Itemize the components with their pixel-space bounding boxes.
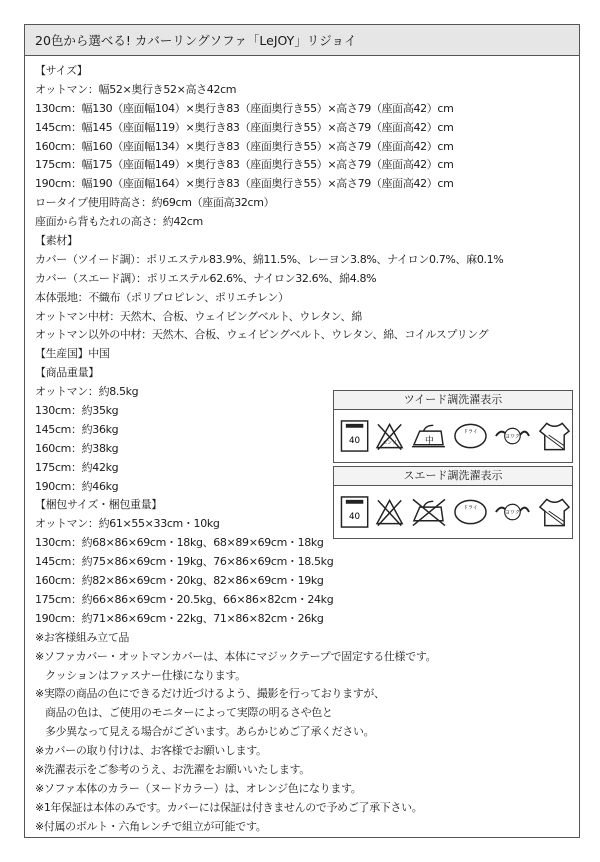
size-175: 175cm：幅175（座面幅149）×奥行き83（座面奥行き55）×高さ79（座面高42）cm — [35, 158, 454, 172]
weight-145: 145cm：約36kg — [35, 422, 119, 436]
note-color-1: ※実際の商品の色にできるだけ近づけるよう、撮影を行っておりますが、 — [35, 687, 385, 701]
size-145: 145cm：幅145（座面幅119）×奥行き83（座面奥行き55）×高さ79（座面高42）cm — [35, 120, 454, 134]
wash-tub-icon — [340, 419, 369, 453]
note-warranty: ※1年保証は本体のみです。カバーには保証は付きませんので予めご了承下さい。 — [35, 800, 423, 814]
material-suede: カバー（スエード調）：ポリエステル62.6%、ナイロン32.6%、綿4.8% — [35, 271, 377, 285]
package-145: 145cm：約75×86×69cm・19kg、76×86×69cm・18.5kg — [35, 555, 334, 569]
package-190: 190cm：約71×86×69cm・22kg、71×86×82cm・26kg — [35, 611, 324, 625]
tweed-care-label — [333, 390, 573, 463]
suede-care-label — [333, 466, 573, 539]
wash-temp-label: 40 — [349, 435, 361, 446]
package-130: 130cm：約68×86×69cm・18kg、68×89×69cm・18kg — [35, 536, 324, 550]
material-upholstery: 本体張地：不織布（ポリプロピレン、ポリエチレン） — [35, 290, 289, 304]
gentle-wring-icon — [494, 495, 531, 529]
dry-clean-label: ドライ — [463, 429, 478, 436]
package-175: 175cm：約66×86×69cm・20.5kg、66×86×82cm・24kg — [35, 592, 334, 606]
note-cushion-zipper: クッションはファスナー仕様になります。 — [45, 668, 246, 682]
note-nude-color: ※ソファ本体のカラー（ヌードカラー）は、オレンジ色になります。 — [35, 781, 362, 795]
spec-frame — [24, 24, 580, 838]
section-origin: 【生産国】中国 — [35, 347, 110, 361]
note-assembly: ※お客様組み立て品 — [35, 630, 130, 644]
suede-care-title: スエード調洗濯表示 — [334, 467, 572, 486]
wash-temp-label: 40 — [349, 511, 361, 522]
note-cover-fixing: ※ソファカバー・オットマンカバーは、本体にマジックテープで固定する仕様です。 — [35, 649, 437, 663]
section-package-heading: 【梱包サイズ・梱包重量】 — [35, 498, 162, 512]
note-color-2: 商品の色は、ご使用のモニターによって実際の明るさや色と — [45, 706, 333, 720]
tweed-care-title: ツイード調洗濯表示 — [334, 391, 572, 410]
hang-dry-shade-icon — [537, 495, 572, 529]
size-backrest: 座面から背もたれの高さ：約42cm — [35, 215, 203, 229]
size-190: 190cm：幅190（座面幅164）×奥行き83（座面奥行き55）×高さ79（座面高42）cm — [35, 177, 454, 191]
tweed-care-icons — [334, 410, 572, 462]
dry-clean-label: ドライ — [463, 505, 478, 512]
spec-body — [25, 56, 579, 837]
weight-175: 175cm：約42kg — [35, 460, 119, 474]
wring-label: ヨワク — [505, 509, 520, 516]
section-material-heading: 【素材】 — [35, 234, 78, 248]
material-ottoman-filling: オットマン中材：天然木、合板、ウェイビングベルト、ウレタン、綿 — [35, 309, 362, 323]
size-ottoman: オットマン：幅52×奥行き52×高さ42cm — [35, 82, 237, 96]
wash-tub-icon — [340, 495, 369, 529]
hang-dry-shade-icon — [537, 419, 572, 453]
note-tools: ※付属のボルト・六角レンチで組立が可能です。 — [35, 819, 267, 833]
iron-medium-icon — [410, 419, 447, 453]
size-130: 130cm：幅130（座面幅104）×奥行き83（座面奥行き55）×高さ79（座面高42）cm — [35, 101, 454, 115]
weight-ottoman: オットマン：約8.5kg — [35, 385, 139, 399]
size-160: 160cm：幅160（座面幅134）×奥行き83（座面奥行き55）×高さ79（座面高42）cm — [35, 139, 454, 153]
no-bleach-icon — [375, 495, 404, 529]
wring-label: ヨワク — [505, 433, 520, 440]
note-washing: ※洗濯表示をご参考のうえ、お洗濯をお願いいたします。 — [35, 762, 310, 776]
no-bleach-icon — [375, 419, 404, 453]
no-iron-icon — [410, 495, 447, 529]
material-tweed: カバー（ツイード調）：ポリエステル83.9%、綿11.5%、レーヨン3.8%、ナイロン0.7%、麻0.1% — [35, 252, 504, 266]
gentle-wring-icon — [494, 419, 531, 453]
weight-190: 190cm：約46kg — [35, 479, 119, 493]
dry-clean-icon — [453, 419, 488, 453]
package-ottoman: オットマン：約61×55×33cm・10kg — [35, 517, 220, 531]
note-cover-install: ※カバーの取り付けは、お客様でお願いします。 — [35, 744, 267, 758]
suede-care-icons — [334, 486, 572, 538]
note-color-3: 多少異なって見える場合がございます。あらかじめご了承ください。 — [45, 725, 375, 739]
package-160: 160cm：約82×86×69cm・20kg、82×86×69cm・19kg — [35, 574, 324, 588]
size-low-type: ロータイプ使用時高さ：約69cm（座面高32cm） — [35, 196, 275, 210]
weight-160: 160cm：約38kg — [35, 441, 119, 455]
iron-level-label: 中 — [425, 435, 435, 446]
page-title: 20色から選べる! カバーリングソファ「LeJOY」リジョイ — [25, 25, 579, 56]
section-size-heading: 【サイズ】 — [35, 64, 88, 77]
weight-130: 130cm：約35kg — [35, 404, 119, 418]
svg-text:エンソ: エンソ — [382, 439, 397, 446]
dry-clean-icon — [453, 495, 488, 529]
material-other-filling: オットマン以外の中材：天然木、合板、ウェイビングベルト、ウレタン、綿、コイルスプリング — [35, 328, 489, 342]
section-weight-heading: 【商品重量】 — [35, 366, 99, 380]
